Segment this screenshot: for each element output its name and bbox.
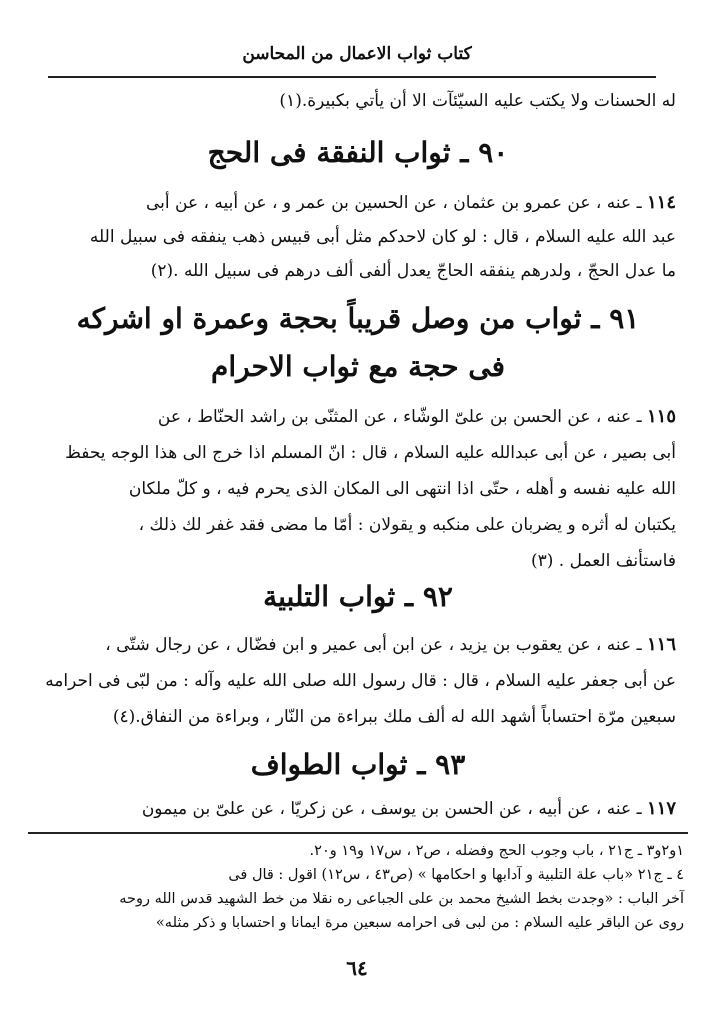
hadith-116-text-1: ـ عنه ، عن يعقوب بن يزيد ، عن ابن أبى عمير و ابن فضّال ، عن رجال شتّى ، <box>105 635 647 655</box>
running-header: كتاب ثواب الاعمال من المحاسن <box>242 44 472 64</box>
hadith-115-text-1: ـ عنه ، عن الحسن بن علىّ الوشّاء ، عن المثنّى بن راشد الحنّاط ، عن <box>157 407 647 427</box>
section-title-93: ٩٣ ـ ثواب الطواف <box>250 748 466 781</box>
hadith-number-117: ١١٧ <box>646 798 676 819</box>
hadith-116-line-3: سبعين مرّة احتساباً أشهد الله له ألف ملك ببراءة من النّار ، وبراءة من النفاق.(٤) <box>112 707 676 727</box>
hadith-114-line-1 <box>40 188 676 218</box>
hadith-117-text-1: ـ عنه ، عن أبيه ، عن الحسن بن يوسف ، عن زكريّا ، عن علىّ بن ميمون <box>141 799 647 819</box>
hadith-115-line-4: يكتبان له أثره و يضربان على منكبه و يقولان : أمّا ما مضى فقد غفر لك ذلك ، <box>138 515 676 535</box>
hadith-number-115: ١١٥ <box>646 406 676 427</box>
footnote-rule <box>28 832 688 834</box>
hadith-115-line-5: فاستأنف العمل . (٣) <box>530 551 676 571</box>
hadith-115-line-3: الله عليه نفسه و أهله ، حتّى اذا انتهى الى المكان الذى يحرم فيه ، و كلّ ملكان <box>128 479 676 499</box>
hadith-114-text-1: ـ عنه ، عن عمرو بن عثمان ، عن الحسين بن عمر و ، عن أبيه ، عن أبى <box>145 193 647 213</box>
footnote-2: ٤ ـ ج٢١ «باب علة التلبية و آدابها و احكامها » (ص٤٣ ، س١٢) اقول : قال فى <box>228 867 684 883</box>
hadith-115-line-1 <box>40 402 676 432</box>
hadith-116-line-1 <box>40 630 676 660</box>
page-number: ٦٤ <box>346 956 368 980</box>
section-title-90: ٩٠ ـ ثواب النفقة فى الحج <box>207 136 509 169</box>
hadith-number-116: ١١٦ <box>646 634 676 655</box>
continuation-line: له الحسنات ولا يكتب عليه السيّئآت الا أن يأتي بكبيرة.(١) <box>279 91 676 111</box>
hadith-number-114: ١١٤ <box>646 192 676 213</box>
header-rule <box>48 76 656 78</box>
footnote-3: آخر الباب : «وجدت بخط الشيخ محمد بن على الجباعى ره نقلا من خط الشهيد قدس الله روحه <box>119 891 684 907</box>
footnote-4: روى عن الباقر عليه السلام : من لبى فى احرامه سبعين مرة ايمانا و احتسابا و ذكر مثله» <box>155 915 684 931</box>
hadith-117-line-1 <box>40 794 676 824</box>
hadith-114-line-3: ما عدل الحجّ ، ولدرهم ينفقه الحاجّ يعدل ألفى ألف درهم فى سبيل الله .(٢) <box>150 261 676 281</box>
hadith-116-line-2: عن أبى جعفر عليه السلام ، قال : قال رسول الله صلى الله عليه وآله : من لبّى فى احرامه <box>45 671 676 691</box>
hadith-115-line-2: أبى بصير ، عن أبى عبدالله عليه السلام ، قال : انّ المسلم اذا خرج الى هذا الوجه يحفظ <box>65 443 676 463</box>
section-title-91-line-2: فى حجة مع ثواب الاحرام <box>210 350 506 383</box>
footnote-1: ١و٢و٣ ـ ج٢١ ، باب وجوب الحج وفضله ، ص٢ ، س١٧ و١٩ و٢٠. <box>309 843 684 859</box>
section-title-92: ٩٢ ـ ثواب التلبية <box>263 580 453 613</box>
section-title-91-line-1: ٩١ ـ ثواب من وصل قريباً بحجة وعمرة او اشركه <box>76 302 640 335</box>
hadith-114-line-2: عبد الله عليه السلام ، قال : لو كان لاحدكم مثل أبى قبيس ذهب ينفقه فى سبيل الله <box>89 227 676 247</box>
